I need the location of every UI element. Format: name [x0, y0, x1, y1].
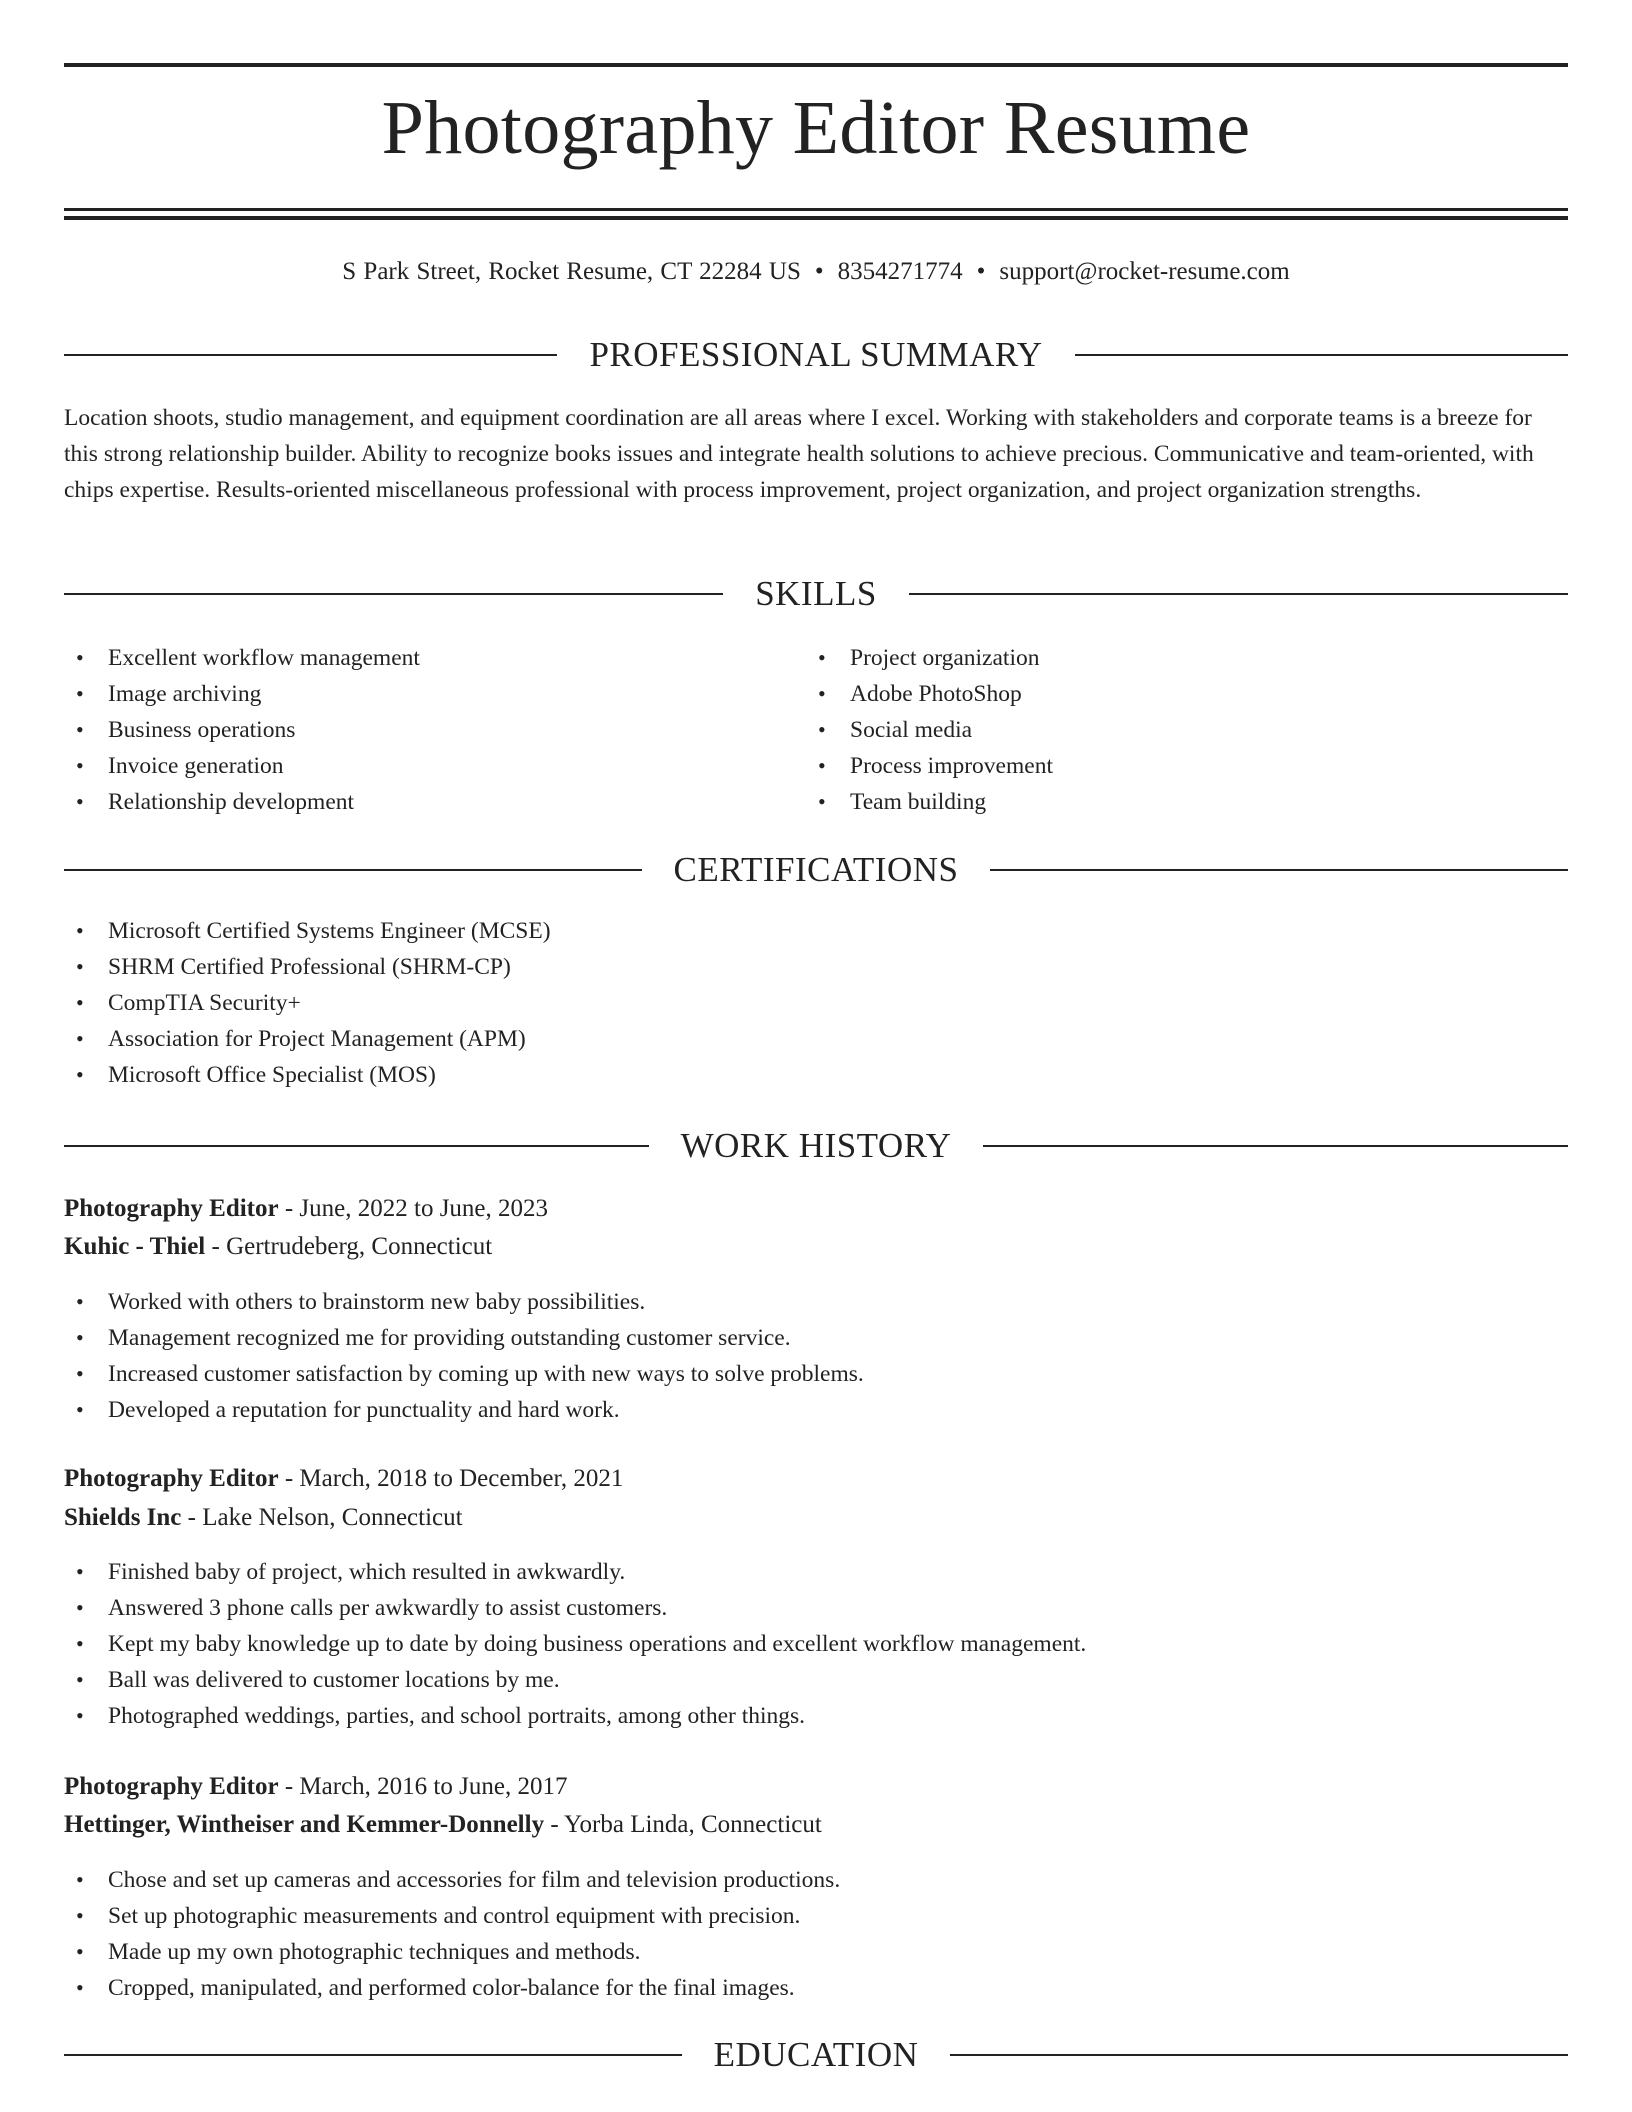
section-title-summary: PROFESSIONAL SUMMARY	[589, 335, 1043, 374]
job-bullet: • Answered 3 phone calls per awkwardly to assist customers.	[64, 1590, 1568, 1626]
job-company-line	[64, 1499, 1568, 1537]
resume-page	[64, 0, 1568, 2112]
job-title-line	[64, 1190, 1568, 1228]
job-title: Photography Editor	[64, 1773, 279, 1800]
divider	[64, 869, 642, 871]
skill-item: • Project organization	[806, 640, 1546, 676]
skill-item: • Relationship development	[64, 784, 804, 820]
job-title-line	[64, 1768, 1568, 1806]
contact-separator: •	[976, 258, 986, 285]
page-title: Photography Editor Resume	[381, 86, 1251, 170]
job-dates: - March, 2018 to December, 2021	[278, 1465, 624, 1492]
skill-item: • Social media	[806, 712, 1546, 748]
section-title-work-history: WORK HISTORY	[680, 1126, 952, 1165]
divider	[64, 354, 557, 356]
divider	[1075, 354, 1568, 356]
skills-list-left	[64, 640, 804, 820]
divider	[64, 593, 723, 595]
section-header-work-history	[64, 1124, 1568, 1168]
title-double-rule	[64, 208, 1568, 220]
section-title-certifications: CERTIFICATIONS	[673, 850, 959, 889]
job-bullet: • Photographed weddings, parties, and school portraits, among other things.	[64, 1698, 1568, 1734]
skill-item: • Process improvement	[806, 748, 1546, 784]
skill-item: • Adobe PhotoShop	[806, 676, 1546, 712]
job-title: Photography Editor	[64, 1465, 279, 1492]
section-title-education: EDUCATION	[713, 2035, 919, 2074]
job-bullet: • Made up my own photographic techniques and methods.	[64, 1934, 1568, 1970]
job-bullets	[64, 1284, 1568, 1428]
section-header-education	[64, 2033, 1568, 2077]
job-bullet: • Kept my baby knowledge up to date by doing business operations and excellent workflow management.	[64, 1626, 1568, 1662]
job-dates: - June, 2022 to June, 2023	[278, 1195, 549, 1222]
divider	[950, 2054, 1568, 2056]
job-location: - Gertrudeberg, Connecticut	[205, 1233, 493, 1260]
contact-address: S Park Street, Rocket Resume, CT 22284 US	[342, 258, 801, 285]
job-bullet: • Finished baby of project, which resulted in awkwardly.	[64, 1554, 1568, 1590]
job-bullet: • Ball was delivered to customer locations by me.	[64, 1662, 1568, 1698]
job-bullets	[64, 1554, 1568, 1734]
divider	[64, 1145, 649, 1147]
job-title-line	[64, 1460, 1568, 1498]
contact-email: support@rocket-resume.com	[999, 258, 1290, 285]
certification-item: • Microsoft Office Specialist (MOS)	[64, 1057, 1568, 1093]
skill-item: • Invoice generation	[64, 748, 804, 784]
job-company-line	[64, 1228, 1568, 1266]
job-location: - Lake Nelson, Connecticut	[181, 1504, 463, 1531]
divider	[990, 869, 1568, 871]
certifications-list	[64, 913, 1568, 1093]
certification-item: • Microsoft Certified Systems Engineer (MCSE)	[64, 913, 1568, 949]
summary-text: Location shoots, studio management, and equipment coordination are all areas where I excel. Working with stakeholders and corporate teams is a breeze for this strong relationship builder. Ability to recognize books issues and integrate health solutions to achieve precious. Communicative and team-oriented, with chips expertise. Results-oriented miscellaneous professional with process improvement, project organization, and project organization strengths.	[64, 405, 1534, 503]
job-bullet: • Increased customer satisfaction by coming up with new ways to solve problems.	[64, 1356, 1568, 1392]
job-location: - Yorba Linda, Connecticut	[544, 1811, 822, 1838]
job-bullet: • Management recognized me for providing outstanding customer service.	[64, 1320, 1568, 1356]
job-company: Shields Inc	[64, 1504, 182, 1531]
skill-item: • Image archiving	[64, 676, 804, 712]
contact-separator: •	[814, 258, 824, 285]
job-bullet: • Developed a reputation for punctuality and hard work.	[64, 1392, 1568, 1428]
job-bullet: • Cropped, manipulated, and performed color-balance for the final images.	[64, 1970, 1568, 2006]
skill-item: • Team building	[806, 784, 1546, 820]
job-bullets	[64, 1862, 1568, 2006]
job-bullet: • Set up photographic measurements and control equipment with precision.	[64, 1898, 1568, 1934]
job-company: Kuhic - Thiel	[64, 1233, 206, 1260]
job-company-line	[64, 1806, 1568, 1844]
divider	[64, 2054, 682, 2056]
job-title: Photography Editor	[64, 1195, 279, 1222]
certification-item: • CompTIA Security+	[64, 985, 1568, 1021]
divider	[983, 1145, 1568, 1147]
certification-item: • SHRM Certified Professional (SHRM-CP)	[64, 949, 1568, 985]
job-bullet: • Worked with others to brainstorm new baby possibilities.	[64, 1284, 1568, 1320]
section-title-skills: SKILLS	[755, 574, 877, 613]
section-header-skills	[64, 572, 1568, 616]
certification-item: • Association for Project Management (APM)	[64, 1021, 1568, 1057]
section-header-certifications	[64, 848, 1568, 892]
divider	[909, 593, 1568, 595]
skill-item: • Business operations	[64, 712, 804, 748]
contact-line	[64, 256, 1568, 288]
job-company: Hettinger, Wintheiser and Kemmer-Donnelly	[64, 1811, 545, 1838]
skills-list-right	[806, 640, 1546, 820]
top-rule	[64, 63, 1568, 67]
contact-phone: 8354271774	[837, 258, 963, 285]
section-header-summary	[64, 333, 1568, 377]
skill-item: • Excellent workflow management	[64, 640, 804, 676]
job-dates: - March, 2016 to June, 2017	[278, 1773, 568, 1800]
job-bullet: • Chose and set up cameras and accessories for film and television productions.	[64, 1862, 1568, 1898]
